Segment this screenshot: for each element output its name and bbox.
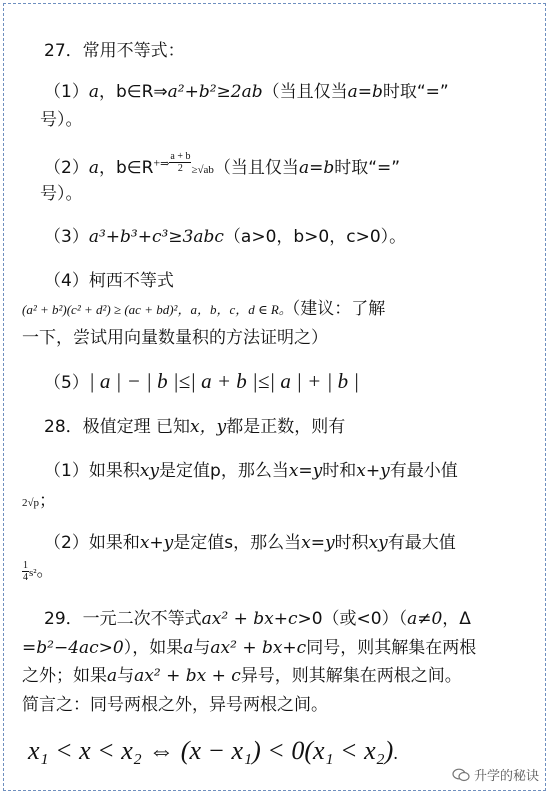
solution-interval-formula: x₁ < x < x₂ ⇔ (x − x₁) < 0(x₁ < x₂) (28, 736, 394, 765)
s28-item-1: （1）如果积xy是定值p，那么当x=y时和x+y有最小值 (44, 461, 458, 481)
s27-item-2-fraction: $\frac{a + b}{2}$ (170, 151, 191, 174)
s28-item-2: （2）如果和x+y是定值s，那么当x=y时积xy有最大值 (44, 533, 456, 553)
s27-item-1-wrap: 号）。 (40, 110, 83, 130)
cauchy-inequality: (a² + b²)(c² + d²) ≥ (ac + bd)²，a，b，c，d ∈ R。 (22, 302, 292, 317)
s27-item-2: （2）a，b∈R+⇒ $\frac{a + b}{2}$ ≥√ab（当且仅当a=b时取“=” (44, 151, 401, 178)
s27-item-4-wrap: 一下，尝试用向量数量积的方法证明之） (22, 328, 328, 348)
section-29-line-1: 29．一元二次不等式ax² + bx+c>0（或<0）（a≠0，Δ (44, 609, 471, 629)
s27-item-3: （3）a³+b³+c³≥3abc（a>0，b>0，c>0）。 (44, 227, 407, 247)
s27-item-4-formula-line: (a² + b²)(c² + d²) ≥ (ac + bd)²，a，b，c，d ∈ R。（建议：了解 (22, 299, 386, 319)
s28-item-2-fraction: $\frac{1}{4}$ (23, 559, 28, 583)
s27-item-5: （5）| a | − | b |≤| a + b |≤| a | + | b | (44, 369, 360, 393)
s28-item-2-value: $\frac{1}{4}$ s²。 (23, 559, 54, 583)
section-29-line-2: =b²−4ac>0），如果a与ax² + bx+c同号，则其解集在两根 (22, 638, 477, 658)
section-28-heading: 28．极值定理 已知x，y都是正数，则有 (44, 417, 346, 437)
section-29-summary: 简言之：同号两根之外，异号两根之间。 (22, 695, 328, 715)
watermark (452, 765, 539, 784)
chat-bubble-icon (452, 768, 470, 782)
s27-item-1: （1）a，b∈R⇒a²+b²≥2ab（当且仅当a=b时取“=” (44, 82, 449, 102)
s27-item-1-formula: a²+b²≥2ab (167, 82, 263, 102)
s27-item-4: （4）柯西不等式 (44, 271, 174, 291)
s28-item-1-value: 2√p； (22, 491, 57, 511)
section-27-heading: 27．常用不等式： (44, 41, 185, 61)
section-29-formula: x₁ < x < x₂ ⇔ (x − x₁) < 0(x₁ < x₂). (28, 736, 398, 765)
watermark-text: 升学的秘诀 (473, 769, 539, 784)
triangle-inequality: | a | − | b |≤| a + b |≤| a | + | b | (88, 369, 360, 393)
section-29-line-3: 之外；如果a与ax² + bx + c异号，则其解集在两根之间。 (22, 666, 462, 686)
s27-item-3-formula: a³+b³+c³≥3abc (88, 227, 224, 247)
s27-item-2-wrap: 号）。 (40, 184, 83, 204)
